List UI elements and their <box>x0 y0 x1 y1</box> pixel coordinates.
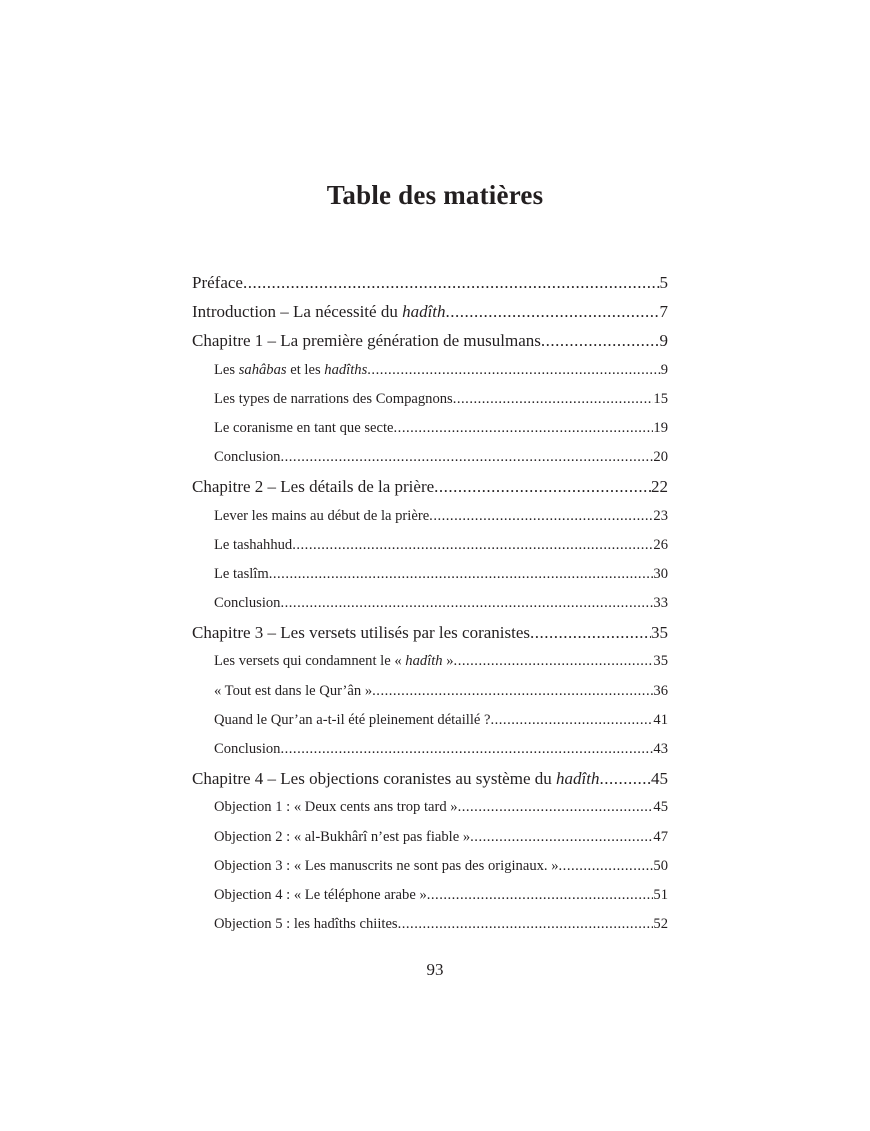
dot-leader <box>243 268 660 297</box>
toc-entry-page: 20 <box>653 449 668 466</box>
toc-entry-title: Chapitre 4 – Les objections coranistes au système du hadîth <box>192 769 600 789</box>
toc-entry-chapter-3[interactable] <box>192 618 668 647</box>
dot-leader <box>453 385 654 414</box>
toc-entry-title: Le taslîm <box>214 565 269 582</box>
dot-leader <box>372 677 653 706</box>
dot-leader <box>530 618 651 647</box>
toc-entry-conclusion-3[interactable] <box>192 735 668 764</box>
dot-leader <box>446 297 660 326</box>
toc-entry-title: Lever les mains au début de la prière <box>214 507 430 524</box>
dot-leader <box>280 443 653 472</box>
toc-entry-page: 19 <box>653 419 668 436</box>
page-number: 93 <box>426 960 444 979</box>
toc-entry-page: 35 <box>653 653 668 670</box>
dot-leader <box>599 764 651 793</box>
dot-leader <box>398 910 654 939</box>
toc-entry-chapter-2[interactable] <box>192 472 668 501</box>
dot-leader <box>429 502 653 531</box>
toc-entry-title: Les sahâbas et les hadîths <box>214 361 368 378</box>
toc-entry-title: Chapitre 3 – Les versets utilisés par les coranistes <box>192 623 531 643</box>
toc-entry-lever-mains[interactable] <box>192 502 668 531</box>
dot-leader <box>541 326 660 355</box>
toc-entry-page: 5 <box>659 273 668 292</box>
toc-entry-page: 50 <box>653 857 668 874</box>
toc-entry-title: Quand le Qur’an a-t-il été pleinement détaillé ? <box>214 711 491 728</box>
toc-entry-versets-condamnent[interactable] <box>192 647 668 676</box>
toc-entry-page: 26 <box>653 536 668 553</box>
dot-leader <box>367 356 660 385</box>
dot-leader <box>454 647 654 676</box>
dot-leader <box>427 881 654 910</box>
toc-entry-title: Chapitre 2 – Les détails de la prière <box>192 477 435 497</box>
toc-entry-page: 45 <box>651 769 668 789</box>
toc-entry-quran-detaille[interactable] <box>192 706 668 735</box>
toc-entry-page: 41 <box>653 711 668 728</box>
toc-entry-page: 51 <box>653 886 668 903</box>
toc-entry-page: 33 <box>653 595 668 612</box>
dot-leader <box>458 793 654 822</box>
toc-entry-page: 52 <box>653 916 668 933</box>
toc-entry-title: Objection 4 : « Le téléphone arabe » <box>214 886 427 903</box>
toc-entry-title: Objection 5 : les hadîths chiites <box>214 916 398 933</box>
toc-entry-page: 9 <box>659 331 668 351</box>
toc-entry-title: Les versets qui condamnent le « hadîth » <box>214 653 454 670</box>
toc-entry-page: 35 <box>651 623 668 643</box>
toc-entry-types-narrations[interactable] <box>192 385 668 414</box>
toc-entry-title: Préface <box>192 273 243 292</box>
toc-entry-page: 45 <box>653 799 668 816</box>
toc-entry-page: 47 <box>653 828 668 845</box>
dot-leader <box>292 531 653 560</box>
toc-entry-tout-est-quran[interactable] <box>192 677 668 706</box>
toc-entry-page: 7 <box>659 302 668 322</box>
toc-entry-title: « Tout est dans le Qur’ân » <box>214 682 373 699</box>
toc-entry-page: 30 <box>653 565 668 582</box>
toc-entry-objection-5[interactable] <box>192 910 668 939</box>
toc-entry-title: Conclusion <box>214 449 281 466</box>
toc-entry-preface[interactable] <box>192 268 668 297</box>
dot-leader <box>559 852 654 881</box>
dot-leader <box>490 706 653 735</box>
toc-entry-sahabas-hadiths[interactable] <box>192 356 668 385</box>
toc-entry-conclusion-2[interactable] <box>192 589 668 618</box>
dot-leader <box>280 589 653 618</box>
toc-entry-title: Objection 3 : « Les manuscrits ne sont pas des originaux. » <box>214 857 559 874</box>
dot-leader <box>434 472 651 501</box>
page-title: Table des matières <box>326 180 544 210</box>
toc-entry-objection-1[interactable] <box>192 793 668 822</box>
toc-entry-page: 9 <box>660 361 668 378</box>
toc-entry-title: Le tashahhud <box>214 536 293 553</box>
toc-entry-page: 43 <box>653 741 668 757</box>
toc-entry-tashahhud[interactable] <box>192 531 668 560</box>
toc-entry-title: Conclusion <box>214 741 281 757</box>
toc-entry-page: 22 <box>651 477 668 497</box>
toc-entry-introduction[interactable] <box>192 297 668 326</box>
toc-entry-taslim[interactable] <box>192 560 668 589</box>
toc-entry-objection-4[interactable] <box>192 881 668 910</box>
toc-entry-title: Le coranisme en tant que secte <box>214 419 394 436</box>
dot-leader <box>470 823 653 852</box>
table-of-contents <box>192 268 668 939</box>
toc-entry-title: Objection 2 : « al-Bukhârî n’est pas fiable » <box>214 828 471 845</box>
toc-entry-title: Objection 1 : « Deux cents ans trop tard » <box>214 799 458 816</box>
dot-leader <box>269 560 654 589</box>
toc-entry-title: Introduction – La nécessité du hadîth <box>192 302 446 322</box>
toc-entry-page: 36 <box>653 682 668 699</box>
toc-entry-conclusion-1[interactable] <box>192 443 668 472</box>
toc-entry-objection-2[interactable] <box>192 823 668 852</box>
dot-leader <box>394 414 654 443</box>
toc-entry-page: 15 <box>653 390 668 407</box>
toc-entry-title: Chapitre 1 – La première génération de musulmans <box>192 331 541 351</box>
toc-entry-chapter-4[interactable] <box>192 764 668 793</box>
toc-entry-title: Les types de narrations des Compagnons <box>214 390 453 407</box>
toc-entry-title: Conclusion <box>214 595 281 612</box>
dot-leader <box>280 735 653 764</box>
toc-entry-chapter-1[interactable] <box>192 326 668 355</box>
toc-entry-coranisme-secte[interactable] <box>192 414 668 443</box>
toc-entry-objection-3[interactable] <box>192 852 668 881</box>
toc-entry-page: 23 <box>653 507 668 524</box>
